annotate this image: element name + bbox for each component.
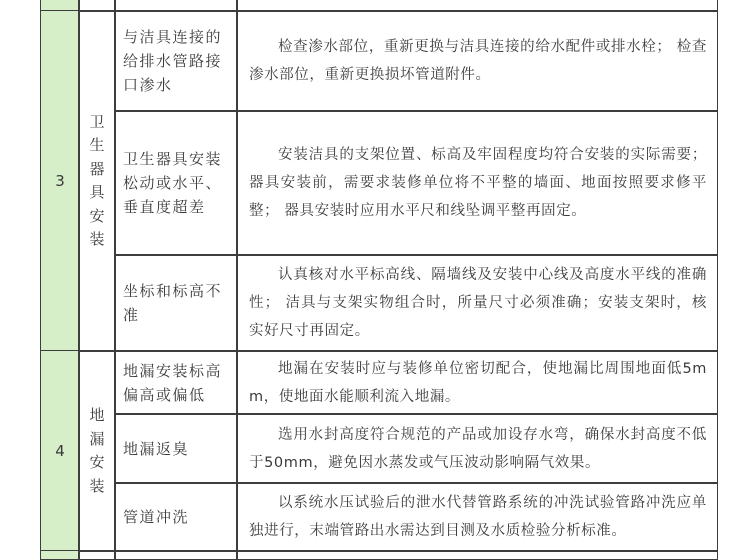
issue-text: 地漏安装标高偏高或偏低: [123, 361, 223, 404]
solution-text: 检查渗水部位，重新更换与洁具连接的给水配件或排水栓； 检查渗水部位，重新更换损坏管道附件。: [249, 39, 707, 83]
solution-text: 安装洁具的支架位置、标高及牢固程度均符合安装的实际需要； 器具安装前，需要求装修单位将不平整的墙面、地面按照要求修平整； 器具安装时应用水平尺和线坠调平整再固定。: [249, 147, 707, 219]
section-number: 4: [55, 442, 65, 460]
issue-text: 管道冲洗: [123, 508, 190, 526]
solution-cell: [236, 350, 718, 415]
solution-text: 认真核对水平标高线、隔墙线及安装中心线及高度水平线的准确性； 洁具与支架实物组合时，所量尺寸必须准确；安装支架时，核实好尺寸再固定。: [249, 267, 707, 339]
solution-text: 选用水封高度符合规范的产品或加设存水弯，确保水封高度不低于50mm，避免因水蒸发或气压波动影响隔气效果。: [249, 426, 707, 471]
solution-cell: [236, 10, 718, 112]
table-row-bottom-solution-cell: [236, 550, 718, 560]
issue-cell: [114, 350, 238, 415]
solution-text: 地漏在安装时应与装修单位密切配合，使地漏比周围地面低5mm，使地面水能顺利流入地漏。: [249, 360, 707, 405]
issue-text: 与洁具连接的给排水管路接口渗水: [123, 28, 223, 94]
solution-text: 以系统水压试验后的泄水代替管路系统的冲洗试验管路冲洗应单独进行，末端管路出水需达到目测及水质检验分析标准。: [249, 495, 707, 539]
solution-cell: [236, 254, 718, 352]
issue-cell: [114, 482, 238, 552]
table-row-bottom-issue-cell: [114, 550, 238, 560]
section-category: 卫生器具安装: [89, 112, 105, 248]
issue-cell: [114, 254, 238, 352]
section-category-cell: [78, 10, 116, 352]
solution-cell: [236, 482, 718, 552]
issue-text: 地漏返臭: [123, 439, 190, 458]
table-row-bottom-category-cell: [78, 550, 116, 560]
issue-cell: [114, 413, 238, 484]
issue-cell: [114, 10, 238, 112]
table-row-bottom-number-cell: [40, 550, 80, 560]
solution-cell: [236, 110, 718, 256]
section-number-cell: [40, 350, 80, 552]
issue-cell: [114, 110, 238, 256]
solution-cell: [236, 413, 718, 484]
section-number: 3: [55, 172, 65, 190]
issue-text: 坐标和标高不准: [123, 282, 223, 324]
section-number-cell: [40, 10, 80, 352]
construction-quality-table: [40, 0, 718, 560]
issue-text: 卫生器具安装松动或水平、垂直度超差: [123, 150, 223, 216]
section-category: 地漏安装: [89, 406, 105, 495]
section-category-cell: [78, 350, 116, 552]
